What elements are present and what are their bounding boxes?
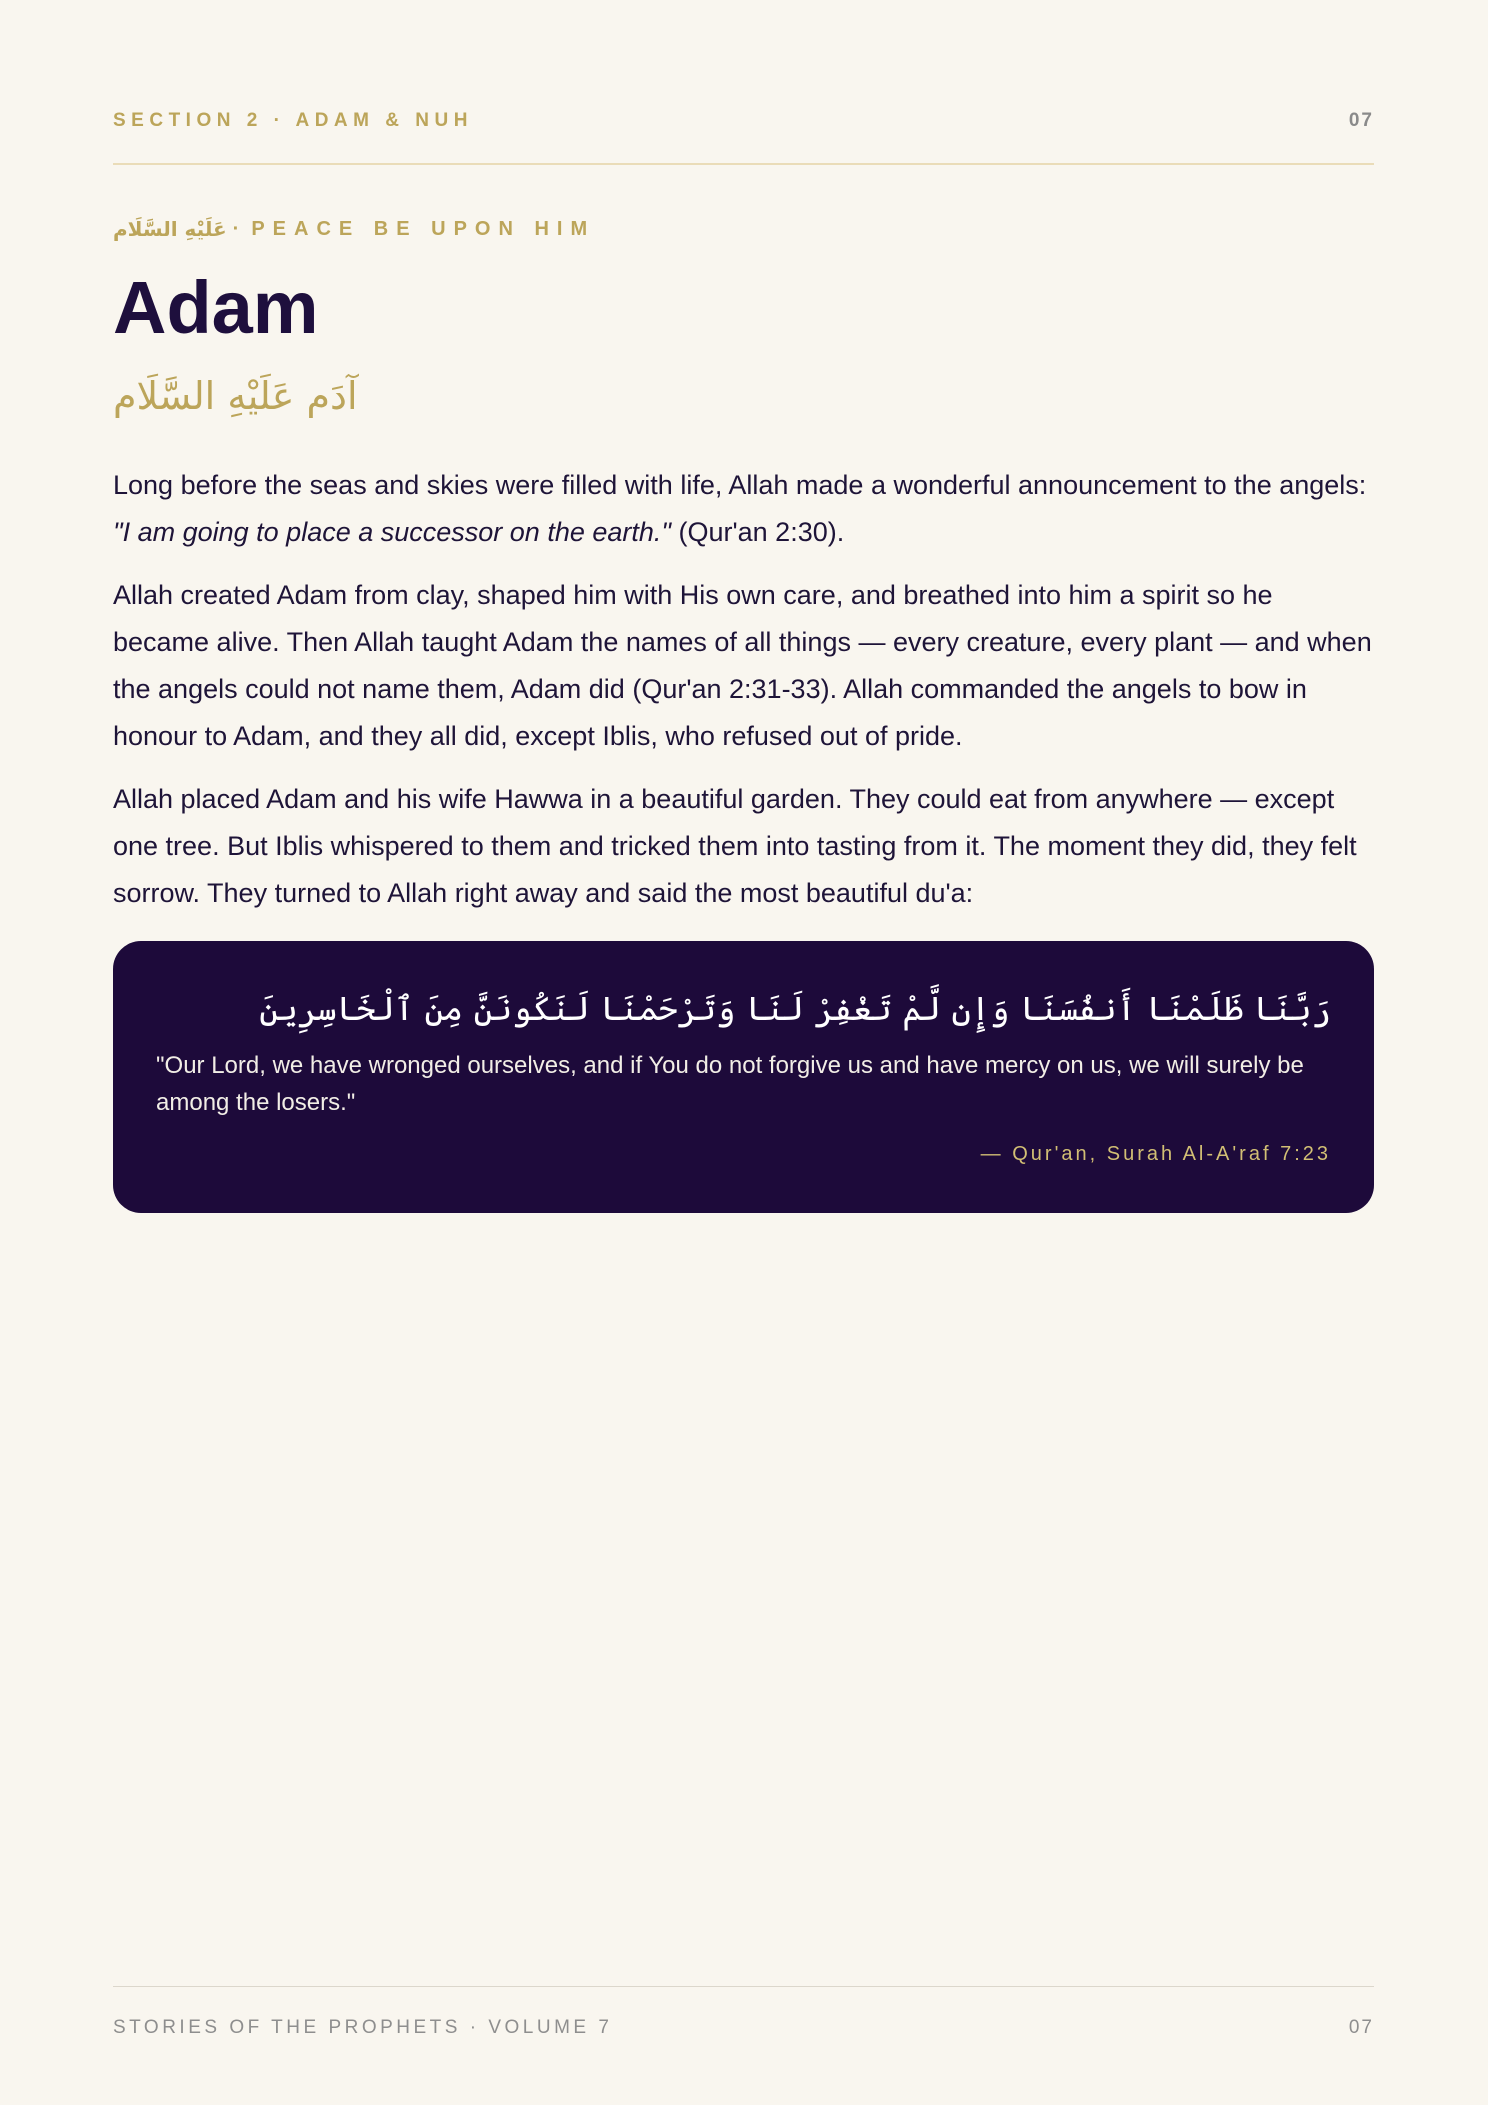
paragraph-1-citation: (Qur'an 2:30). — [670, 517, 845, 547]
dua-arabic: رَبَّنَا ظَلَمْنَا أَنفُسَنَا وَإِن لَّمْ تَغْفِرْ لَنَا وَتَرْحَمْنَا لَنَكُونَنَّ مِنَ ٱلْخَاسِرِينَ — [259, 989, 1331, 1028]
pbuh-separator: · — [232, 217, 240, 240]
header-divider — [113, 163, 1374, 165]
page-title-arabic: آدَم عَلَيْهِ السَّلَام — [113, 374, 358, 418]
paragraph-1-quote: "I am going to place a successor on the earth." — [113, 517, 671, 547]
page-header — [113, 106, 1374, 136]
header-page-number: 07 — [1348, 110, 1374, 131]
paragraph-1 — [113, 462, 1374, 556]
page — [113, 0, 1374, 2105]
page-title: Adam — [113, 266, 319, 349]
footer-divider — [113, 1986, 1374, 1987]
page-footer — [113, 2014, 1374, 2042]
paragraph-3: Allah placed Adam and his wife Hawwa in a beautiful garden. They could eat from anywhere — except one tree. But Iblis whispered to them and tricked them into tasting from it. The moment they did, they felt sorrow. They turned to Allah right away and said the most beautiful du'a: — [113, 784, 1357, 908]
pbuh-arabic: عَلَيْهِ السَّلَام — [113, 217, 227, 241]
dua-translation: "Our Lord, we have wronged ourselves, and if You do not forgive us and have mercy on us, we will surely be among the losers." — [156, 1052, 1304, 1116]
pbuh-english: PEACE BE UPON HIM — [251, 217, 596, 240]
paragraph-2: Allah created Adam from clay, shaped him with His own care, and breathed into him a spirit so he became alive. Then Allah taught Adam the names of all things — every creature, every plant — and when the angels could not name them, Adam did (Qur'an 2:31-33). Allah commanded the angels to bow in honour to Adam, and they all did, except Iblis, who refused out of pride. — [113, 580, 1372, 751]
section-label: SECTION 2 · ADAM & NUH — [113, 110, 473, 131]
story-body — [113, 462, 1374, 933]
paragraph-1-intro: Long before the seas and skies were filled with life, Allah made a wonderful announcement to the angels: — [113, 470, 1367, 500]
dua-callout — [113, 941, 1374, 1213]
footer-page-number: 07 — [1348, 2017, 1374, 2038]
pbuh-subtitle — [113, 213, 595, 245]
footer-label: STORIES OF THE PROPHETS · VOLUME 7 — [113, 2017, 613, 2038]
dua-source: — Qur'an, Surah Al-A'raf 7:23 — [980, 1143, 1331, 1165]
